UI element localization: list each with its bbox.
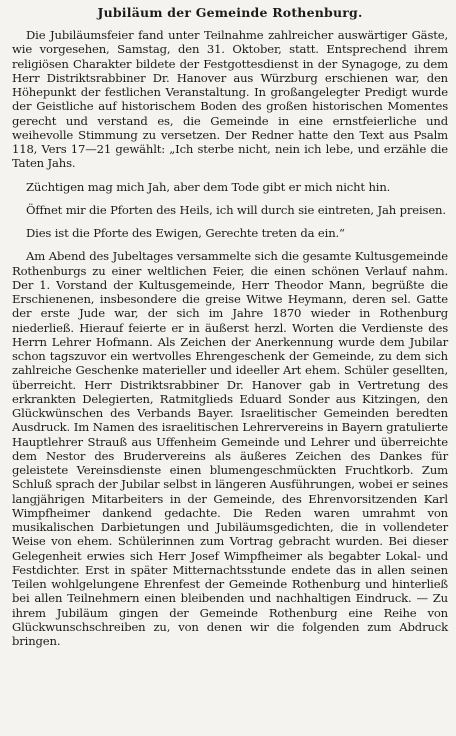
article-paragraph-evening: Am Abend des Jubeltages versammelte sich die gesamte Kultusgemeinde Rothenburgs zu einer weltlichen Feier, die einen schönen Verlauf nahm. Der 1. Vorstand der Kultusgemeinde, Herr Theodor Mann, begrüßte die Erschienenen, insbesondere die greise Witwe Heymann, deren sel. Gatte der erste Jude war, der sich im Jahre 1870 wieder in Rothenburg niederließ. Hierauf feierte er in äußerst herzl. Worten die Verdienste des Herrn Lehrer Hofmann. Als Zeichen der Anerkennung wurde dem Jubilar schon tagszuvor ein wertvolles Ehrengeschenk der Gemeinde, zu dem sich zahlreiche Geschenke materieller und ideeller Art ehem. Schüler gesellten, überreicht. Herr Distriktsrabbiner Dr. Hanover gab in Vertretung des erkrankten Delegierten, Ratmitglieds Eduard Sonder aus Kitzingen, den Glückwünschen des Verbands Bayer. Israelitischer Gemeinden beredten Ausdruck. Im Namen des israelitischen Lehrervereins in Bayern gratulierte Hauptlehrer Strauß aus Uffenheim Gemeinde und Lehrer und überreichte dem Nestor des Brudervereins als äußeres Zeichen des Dankes für geleistete Vereinsdienste einen blumengeschmückten Fruchtkorb. Zum Schluß sprach der Jubilar selbst in längeren Ausführungen, wobei er seines langjährigen Mitarbeiters in der Gemeinde, des Ehrenvorsitzenden Karl Wimpfheimer dankend gedachte. Die Reden waren umrahmt von musikalischen Darbietungen und Jubiläumsgedichten, die in vollendeter Weise von ehem. Schülerinnen zum Vortrag gebracht wurden. Bei dieser Gelegenheit erwies sich Herr Josef Wimpfheimer als begabter Lokal- und Festdichter. Erst in später Mitternachtsstunde endete das in allen seinen Teilen wohlgelungene Ehrenfest der Gemeinde Rothenburg und hinterließ bei allen Teilnehmern einen bleibenden und nachhaltigen Eindruck. — Zu ihrem Jubiläum gingen der Gemeinde Rothenburg eine Reihe von Glückwunschschreiben zu, von denen wir die folgenden zum Abdruck bringen. bbox=[12, 249, 448, 648]
article-paragraph-intro: Die Jubiläumsfeier fand unter Teilnahme zahlreicher auswärtiger Gäste, wie vorgesehen, Samstag, den 31. Oktober, statt. Entsprechend ihrem religiösen Charakter bildete der Festgottesdienst in der Synagoge, zu dem Herr Distriktsrabbiner Dr. Hanover aus Würzburg erschienen war, den Höhepunkt der festlichen Veranstaltung. In großangelegter Predigt wurde der Geistliche auf historischem Boden des großen historischen Momentes gerecht und verstand es, die Gemeinde in eine ernstfeierliche und weihevolle Stimmung zu versetzen. Der Redner hatte den Text aus Psalm 118, Vers 17—21 gewählt: „Ich sterbe nicht, nein ich lebe, und erzähle die Taten Jahs. bbox=[12, 28, 448, 171]
psalm-quote-2: Öffnet mir die Pforten des Heils, ich will durch sie eintreten, Jah preisen. bbox=[26, 202, 446, 217]
article-title: Jubiläum der Gemeinde Rothenburg. bbox=[97, 5, 363, 20]
psalm-quote-3: Dies ist die Pforte des Ewigen, Gerechte treten da ein.“ bbox=[26, 226, 345, 240]
psalm-quote-1: Züchtigen mag mich Jah, aber dem Tode gibt er mich nicht hin. bbox=[26, 179, 391, 194]
